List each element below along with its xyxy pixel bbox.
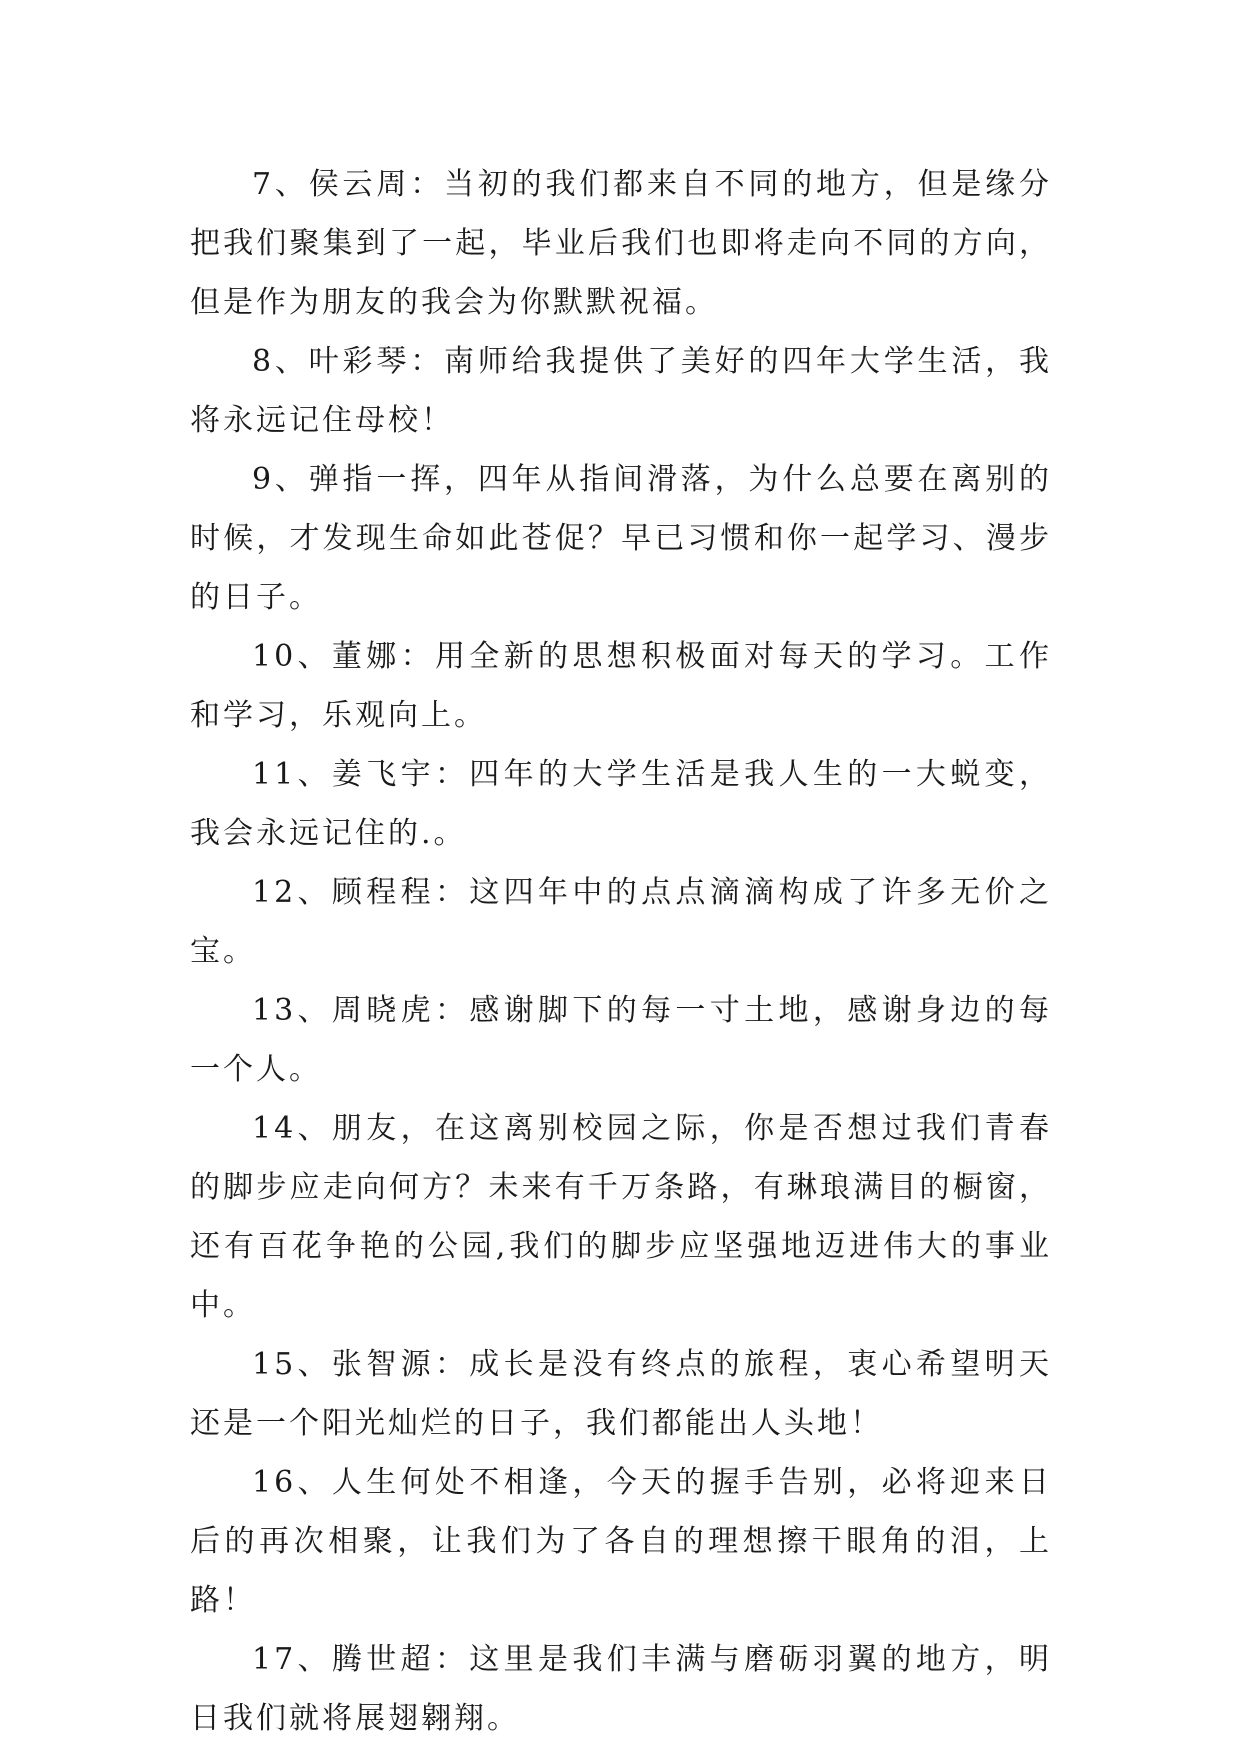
paragraph-8: 8、叶彩琴：南师给我提供了美好的四年大学生活，我将永远记住母校！: [190, 344, 1052, 438]
paragraph-16: 16、人生何处不相逢，今天的握手告别，必将迎来日后的再次相聚，让我们为了各自的理想擦干眼角的泪，上路！: [190, 1465, 1052, 1618]
paragraph-14: 14、朋友，在这离别校园之际，你是否想过我们青春的脚步应走向何方？未来有千万条路，有琳琅满目的橱窗，还有百花争艳的公园,我们的脚步应坚强地迈进伟大的事业中。: [190, 1111, 1052, 1323]
paragraph-7: 7、侯云周：当初的我们都来自不同的地方，但是缘分把我们聚集到了一起，毕业后我们也即将走向不同的方向，但是作为朋友的我会为你默默祝福。: [190, 167, 1052, 320]
paragraph-13: 13、周晓虎：感谢脚下的每一寸土地，感谢身边的每一个人。: [190, 993, 1052, 1087]
paragraph-11: 11、姜飞宇：四年的大学生活是我人生的一大蜕变，我会永远记住的.。: [190, 757, 1052, 851]
document-body: [190, 155, 1052, 1748]
paragraph-17: 17、腾世超：这里是我们丰满与磨砺羽翼的地方，明日我们就将展翅翱翔。: [190, 1642, 1052, 1736]
paragraph-10: 10、董娜：用全新的思想积极面对每天的学习。工作和学习，乐观向上。: [190, 639, 1052, 733]
paragraph-9: 9、弹指一挥，四年从指间滑落，为什么总要在离别的时候，才发现生命如此苍促？早已习惯和你一起学习、漫步的日子。: [190, 462, 1052, 615]
paragraph-15: 15、张智源：成长是没有终点的旅程，衷心希望明天还是一个阳光灿烂的日子，我们都能出人头地！: [190, 1347, 1052, 1441]
paragraph-12: 12、顾程程：这四年中的点点滴滴构成了许多无价之宝。: [190, 875, 1052, 969]
